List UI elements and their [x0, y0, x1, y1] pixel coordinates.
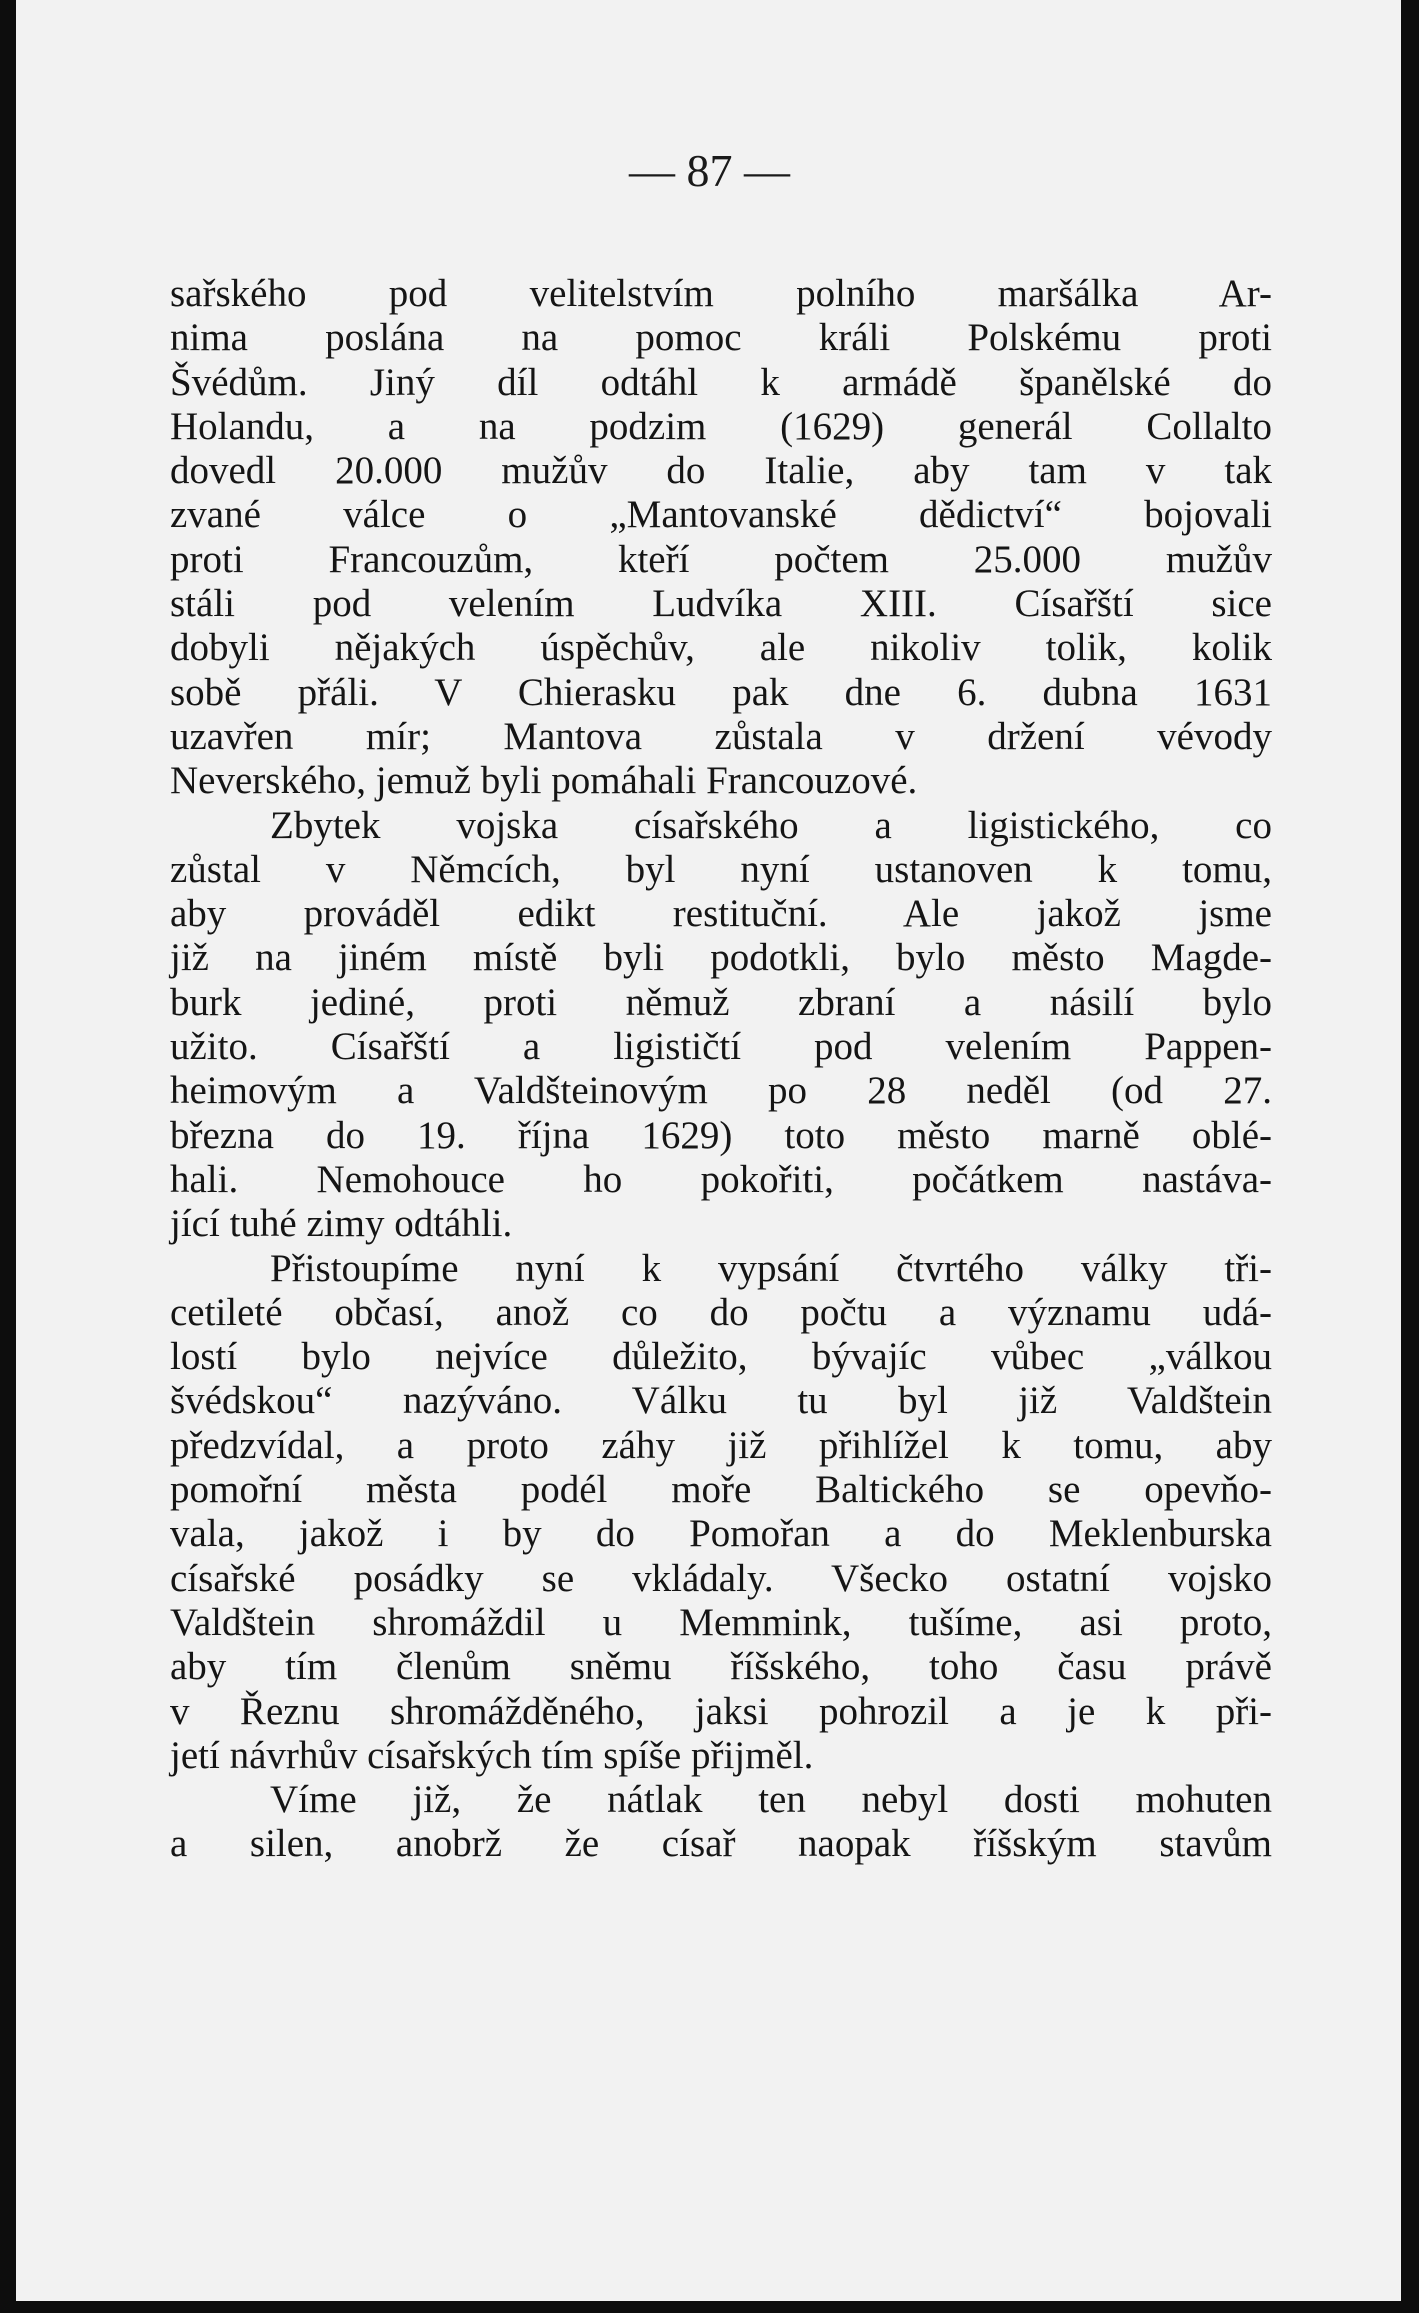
scan-border-bottom: [0, 2301, 1419, 2313]
text-line: Víme již, že nátlak ten nebyl dosti mohuten: [270, 1778, 1272, 1822]
text-line: stáli pod velením Ludvíka XIII. Císařští sice: [170, 582, 1272, 626]
text-line: zvané válce o „Mantovanské dědictví“ bojovali: [170, 493, 1272, 537]
text-line: zůstal v Němcích, byl nyní ustanoven k tomu,: [170, 847, 1272, 891]
text-line: dobyli nějakých úspěchův, ale nikoliv tolik, kolik: [170, 626, 1272, 670]
text-line: burk jediné, proti němuž zbraní a násilí bylo: [170, 980, 1272, 1024]
text-line: Holandu, a na podzim (1629) generál Collalto: [170, 404, 1272, 448]
text-line: pomořní města podél moře Baltického se opevňo-: [170, 1468, 1272, 1512]
text-line: předzvídal, a proto záhy již přihlížel k tomu, aby: [170, 1423, 1272, 1467]
text-line: heimovým a Valdšteinovým po 28 neděl (od 27.: [170, 1069, 1272, 1113]
text-line: aby prováděl edikt restituční. Ale jakož jsme: [170, 892, 1272, 936]
text-line: hali. Nemohouce ho pokořiti, počátkem nastáva-: [170, 1157, 1272, 1201]
text-line: v Řeznu shromážděného, jaksi pohrozil a je k při-: [170, 1689, 1272, 1733]
text-line: císařské posádky se vkládaly. Všecko ostatní vojsko: [170, 1556, 1272, 1600]
text-line: jící tuhé zimy odtáhli.: [170, 1202, 513, 1246]
text-line: nima poslána na pomoc králi Polskému proti: [170, 316, 1272, 360]
text-line: švédskou“ nazýváno. Válku tu byl již Valdštein: [170, 1379, 1272, 1423]
text-line-part: lostí bylo nejvíce důležito, bývajíc vůbec „válkou: [170, 1335, 1272, 1379]
text-line: vala, jakož i by do Pomořan a do Meklenburska: [170, 1512, 1272, 1556]
text-line: jetí návrhův císařských tím spíše přijměl.: [170, 1733, 814, 1777]
text-line: sařského pod velitelstvím polního maršálka Ar-: [170, 272, 1272, 315]
text-line: Přistoupíme nyní k vypsání čtvrtého války tři-: [270, 1246, 1272, 1290]
text-line: cetileté občasí, anož co do počtu a významu udá-: [170, 1290, 1272, 1334]
text-line: proti Francouzům, kteří počtem 25.000 mužův: [170, 537, 1272, 581]
text-line: uzavřen mír; Mantova zůstala v držení vévody: [170, 714, 1272, 758]
text-body: [170, 272, 1272, 1867]
page-number: — 87 —: [629, 145, 790, 196]
text-line: Neverského, jemuž byli pomáhali Francouzové.: [170, 759, 918, 803]
text-line: již na jiném místě byli podotkli, bylo město Magde-: [170, 936, 1272, 980]
paragraph-4: [170, 1778, 1272, 1867]
paragraph-2: [170, 804, 1272, 1247]
paragraph-1: [170, 272, 1272, 804]
text-line: užito. Císařští a ligističtí pod velením Pappen-: [170, 1025, 1272, 1069]
text-line: aby tím členům sněmu říšského, toho času právě: [170, 1645, 1272, 1689]
text-line: Valdštein shromáždil u Memmink, tušíme, asi proto,: [170, 1600, 1272, 1644]
paragraph-3: [170, 1247, 1272, 1779]
text-line: a silen, anobrž že císař naopak říšským stavům: [170, 1822, 1272, 1866]
text-line: [170, 1335, 1272, 1379]
text-line: sobě přáli. V Chierasku pak dne 6. dubna 1631: [170, 670, 1272, 714]
text-line: Zbytek vojska císařského a ligistického, co: [270, 803, 1272, 847]
scan-border-right: [1401, 0, 1419, 2313]
text-line: března do 19. října 1629) toto město marně oblé-: [170, 1113, 1272, 1157]
text-line: Švédům. Jiný díl odtáhl k armádě španělské do: [170, 360, 1272, 404]
scan-border-left: [0, 0, 16, 2313]
text-line: dovedl 20.000 mužův do Italie, aby tam v tak: [170, 449, 1272, 493]
